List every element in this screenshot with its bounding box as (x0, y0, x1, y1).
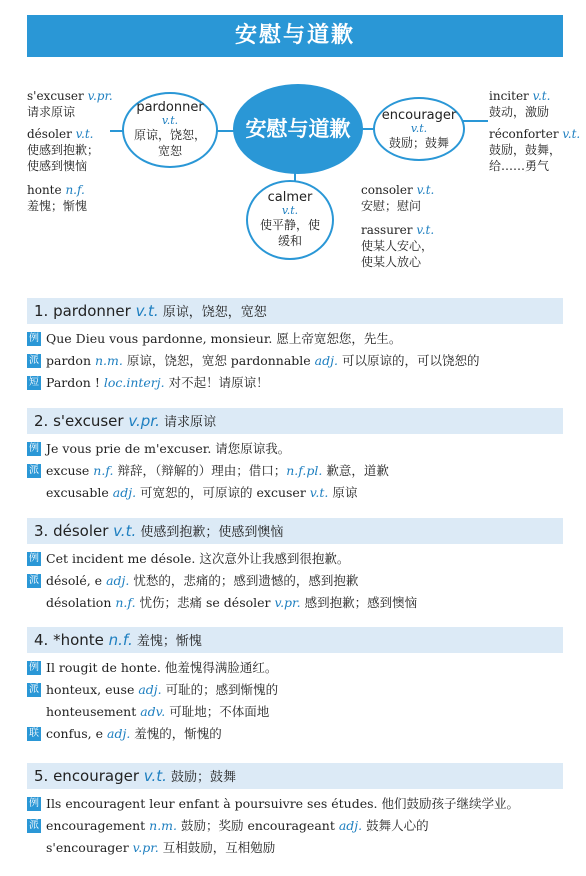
entry-row (27, 438, 563, 460)
section-heading (27, 763, 563, 789)
bubble-word: encourager (381, 108, 457, 123)
entry-tag-badge: 短 (29, 377, 39, 388)
entry-text: 可耻的；感到惭愧的 (161, 682, 279, 697)
entry-row (27, 482, 563, 504)
part-of-speech: loc.interj. (103, 375, 165, 390)
section-heading (27, 627, 563, 653)
entry-text: 可耻地；不体面地 (165, 704, 270, 719)
headword-pos: v.pr. (128, 412, 160, 430)
headword-meaning: 请求原谅 (159, 415, 216, 430)
entry-tag-badge: 例 (29, 333, 39, 344)
bubble-word: calmer (267, 190, 313, 205)
entry-text: honteusement (46, 704, 141, 719)
mindmap-center: 安慰与道歉 (233, 84, 363, 174)
entry-row (27, 548, 563, 570)
headword-meaning: 鼓励；鼓舞 (166, 770, 237, 785)
entry-tag-badge: 例 (29, 443, 39, 454)
entry-text: 忧愁的，悲痛的；感到遗憾的，感到抱歉 (129, 573, 359, 588)
entry-tag-badge: 派 (29, 575, 39, 586)
bubble-encourager (373, 97, 465, 161)
entry-text: désolation (46, 595, 116, 610)
entry-tag-badge: 联 (29, 728, 39, 739)
entry-row (27, 570, 563, 592)
map-right-word: réconforter v.t. 鼓励，鼓舞， 给……勇气 (489, 127, 581, 173)
part-of-speech: adj. (314, 353, 338, 368)
entry-tag-badge: 派 (29, 465, 39, 476)
entry-tag-badge: 例 (29, 662, 39, 673)
entry-text: Il rougit de honte. 他羞愧得满脸通红。 (46, 660, 278, 675)
entry-row (27, 701, 563, 723)
part-of-speech: n.m. (94, 353, 123, 368)
entry-text: 辩辞，（辩解的）理由；借口； (113, 463, 287, 478)
part-of-speech: adj. (112, 485, 137, 500)
headword-pos: v.t. (143, 767, 167, 785)
entry-text: 鼓舞人心的 (362, 818, 429, 833)
vocab-section (27, 627, 563, 745)
entry-text: 可以原谅的，可以饶恕的 (337, 353, 480, 368)
part-of-speech: n.f.pl. (286, 463, 323, 478)
headword: 2. s'excuser (34, 412, 129, 430)
entry-text: 互相鼓励，互相勉励 (158, 840, 276, 855)
bubble-word: pardonner (136, 100, 204, 115)
part-of-speech: n.f. (93, 463, 114, 478)
bubble-pos: v.t. (281, 204, 299, 217)
part-of-speech: v.t. (309, 485, 329, 500)
entry-text: 鼓励；奖励 encourageant (177, 818, 339, 833)
vocab-section (27, 298, 563, 394)
part-of-speech: n.m. (149, 818, 178, 833)
entry-text: excuse (46, 463, 94, 478)
section-heading (27, 518, 563, 544)
map-left-word: honte n.f. 羞愧；惭愧 (27, 183, 88, 213)
entry-text: Je vous prie de m'excuser. 请您原谅我。 (46, 441, 291, 456)
entry-row (27, 592, 563, 614)
entry-text: Ils encouragent leur enfant à poursuivre ses études. 他们鼓励孩子继续学业。 (46, 796, 519, 811)
entry-text: 忧伤；悲痛 se désoler (135, 595, 275, 610)
entry-text: 可宽恕的，可原谅的 excuser (136, 485, 310, 500)
entry-text: désolé, e (46, 573, 107, 588)
entry-row (27, 723, 563, 745)
page-title-banner: 安慰与道歉 (27, 15, 563, 57)
bubble-meaning: 使平静，使 (259, 218, 320, 232)
entry-text: s'encourager (46, 840, 133, 855)
headword: 4. *honte (34, 631, 109, 649)
headword: 5. encourager (34, 767, 144, 785)
entry-text: Cet incident me désole. 这次意外让我感到很抱歉。 (46, 551, 350, 566)
entry-text: pardon (46, 353, 95, 368)
part-of-speech: adv. (140, 704, 166, 719)
entry-row (27, 679, 563, 701)
part-of-speech: adj. (107, 726, 131, 741)
part-of-speech: v.pr. (274, 595, 301, 610)
entry-text: 原谅 (328, 485, 358, 500)
entry-text: 原谅，饶恕，宽恕 pardonnable (122, 353, 315, 368)
section-heading (27, 298, 563, 324)
entry-text: 感到抱歉；感到懊恼 (300, 595, 418, 610)
entry-tag-badge: 派 (29, 684, 39, 695)
entry-row (27, 837, 563, 859)
entry-row (27, 460, 563, 482)
part-of-speech: adj. (138, 682, 162, 697)
entry-text: encouragement (46, 818, 150, 833)
bubble-pardonner (122, 92, 218, 168)
bubble-meaning: 鼓励；鼓舞 (388, 136, 449, 150)
entry-tag-badge: 例 (29, 553, 39, 564)
entry-text: 羞愧的，惭愧的 (130, 726, 222, 741)
vocab-section (27, 408, 563, 504)
headword: 1. pardonner (34, 302, 136, 320)
map-bottom-word: rassurer v.t. 使某人安心， 使某人放心 (361, 223, 435, 269)
bubble-meaning: 缓和 (277, 234, 302, 248)
entry-row (27, 815, 563, 837)
entry-tag-badge: 例 (29, 798, 39, 809)
headword-meaning: 原谅，饶恕，宽恕 (158, 305, 267, 320)
part-of-speech: adj. (106, 573, 130, 588)
entry-text: 歉意，道歉 (322, 463, 389, 478)
map-bottom-word: consoler v.t. 安慰；慰问 (361, 183, 435, 213)
vocab-section (27, 763, 563, 859)
map-right-word: inciter v.t. 鼓动，激励 (489, 89, 551, 119)
map-left-word: s'excuser v.pr. 请求原谅 (27, 89, 113, 119)
entry-text: excusable (46, 485, 113, 500)
section-heading (27, 408, 563, 434)
headword-meaning: 使感到抱歉；使感到懊恼 (136, 525, 284, 540)
entry-row (27, 657, 563, 679)
headword-pos: v.t. (135, 302, 159, 320)
bubble-meaning: 原谅，饶恕， (133, 128, 206, 142)
entry-row (27, 793, 563, 815)
part-of-speech: n.f. (115, 595, 136, 610)
entry-text: Que Dieu vous pardonne, monsieur. 愿上帝宽恕您，先生。 (46, 331, 402, 346)
headword-pos: n.f. (108, 631, 133, 649)
headword-meaning: 羞愧；惭愧 (132, 634, 202, 649)
entry-text: confus, e (46, 726, 107, 741)
map-left-word: désoler v.t. 使感到抱歉； 使感到懊恼 (27, 127, 100, 173)
bubble-calmer (246, 180, 334, 260)
bubble-pos: v.t. (161, 114, 179, 127)
entry-text: honteux, euse (46, 682, 139, 697)
entry-row (27, 328, 563, 350)
part-of-speech: adj. (338, 818, 363, 833)
entry-row (27, 350, 563, 372)
entry-text: 对不起！请原谅！ (164, 375, 269, 390)
entry-row (27, 372, 563, 394)
part-of-speech: v.pr. (132, 840, 159, 855)
vocab-section (27, 518, 563, 614)
bubble-meaning: 宽恕 (157, 144, 182, 158)
bubble-pos: v.t. (410, 122, 428, 135)
entry-text: Pardon ! (46, 375, 104, 390)
entry-tag-badge: 派 (29, 355, 39, 366)
entry-tag-badge: 派 (29, 820, 39, 831)
headword-pos: v.t. (113, 522, 137, 540)
headword: 3. désoler (34, 522, 114, 540)
